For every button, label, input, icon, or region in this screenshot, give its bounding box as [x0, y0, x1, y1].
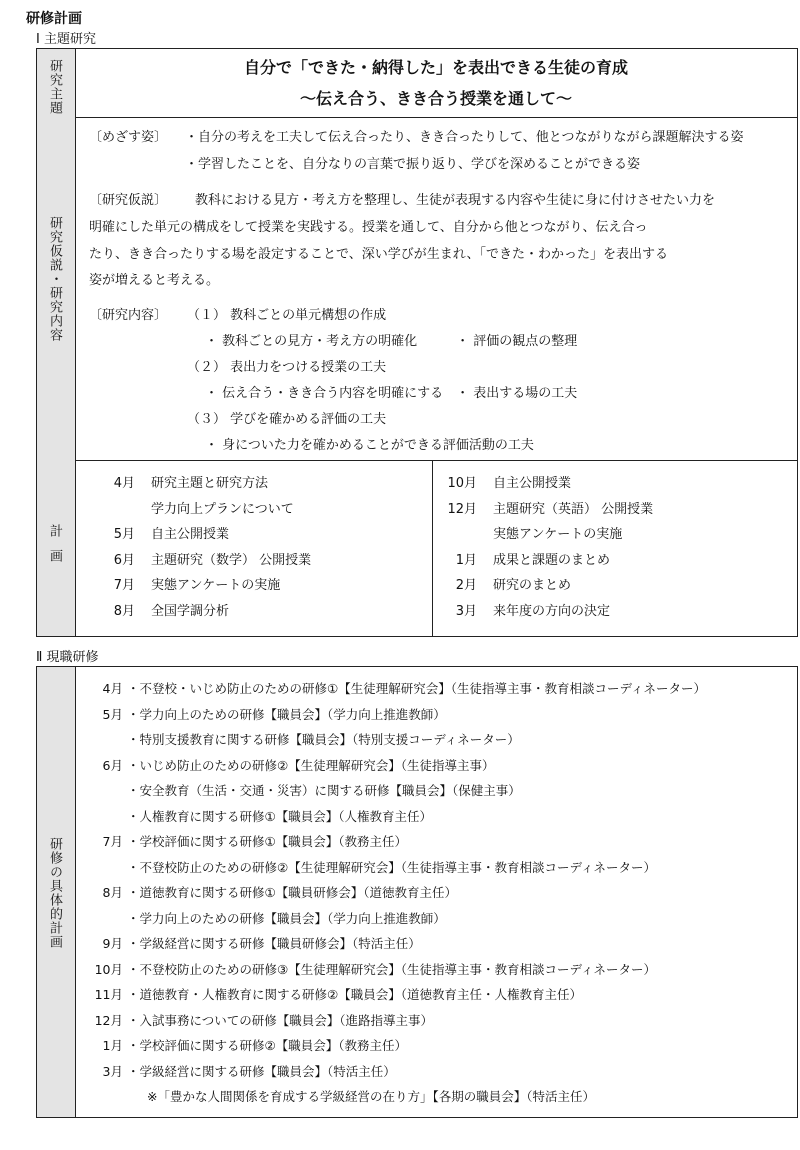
plan-row — [77, 498, 427, 524]
training-row — [77, 679, 795, 705]
content-item: ・ 身についた力を確かめることができる評価活動の工夫 — [205, 438, 534, 453]
plan-item: 自主公開授業 — [493, 476, 572, 491]
training-item: ・不登校・いじめ防止のための研修①【生徒理解研究会】（生徒指導主事・教育相談コーディネーター） — [127, 681, 706, 696]
plan-item: 全国学調分析 — [151, 603, 230, 619]
plan-row — [435, 472, 795, 498]
training-note: ※「豊かな人間関係を育成する学級経営の在り方」【各期の職員会】（特活主任） — [147, 1089, 595, 1104]
plan-item: 実態アンケートの実施 — [493, 527, 623, 542]
training-row — [77, 1011, 795, 1037]
hypothesis-line: 明確にした単元の構成をして授業を実践する。授業を通して、自分から他とつながり、伝え合っ — [89, 220, 648, 235]
training-month: 8月 — [102, 885, 123, 900]
plan-right-list — [435, 472, 795, 625]
training-item: ・学級経営に関する研修【職員研修会】（特活主任） — [127, 936, 421, 951]
training-box — [36, 666, 798, 1118]
training-item: ・安全教育（生活・交通・災害）に関する研修【職員会】（保健主事） — [127, 783, 521, 798]
training-row — [77, 781, 795, 807]
plan-row — [77, 574, 427, 600]
training-row — [77, 756, 795, 782]
training-row — [77, 1087, 795, 1113]
training-month: 7月 — [102, 834, 123, 849]
training-item: ・いじめ防止のための研修②【生徒理解研究会】（生徒指導主事） — [127, 757, 495, 773]
content-label: 〔研究内容〕 — [89, 308, 168, 323]
goal-item: ・自分の考えを工夫して伝え合ったり、きき合ったりして、他とつながりながら課題解決する姿 — [185, 130, 744, 145]
training-month: 5月 — [102, 706, 123, 722]
training-item: ・学校評価に関する研修①【職員会】（教務主任） — [127, 834, 407, 849]
research-label-cell — [37, 116, 76, 460]
training-row — [77, 909, 795, 935]
training-row — [77, 705, 795, 731]
plan-item: 主題研究（英語） 公開授業 — [493, 501, 654, 517]
training-row — [77, 883, 795, 909]
plan-month: 8月 — [113, 603, 135, 619]
research-box — [36, 116, 798, 461]
content-heading: （３） 学びを確かめる評価の工夫 — [187, 412, 387, 427]
theme-box — [36, 48, 798, 118]
document-title: 研修計画 — [26, 11, 82, 27]
theme-label-cell — [37, 49, 76, 117]
training-month: 4月 — [102, 681, 123, 696]
plan-month: 12月 — [447, 501, 477, 517]
plan-row — [435, 549, 795, 575]
plan-row — [77, 523, 427, 549]
plan-box — [36, 460, 798, 637]
training-month: 1月 — [102, 1038, 123, 1053]
plan-item: 自主公開授業 — [151, 527, 230, 542]
content-item: ・ 教科ごとの見方・考え方の明確化 ・ 評価の観点の整理 — [205, 334, 578, 349]
plan-row — [77, 600, 427, 626]
goal-label: 〔めざす姿〕 — [89, 130, 168, 145]
training-month: 12月 — [94, 1012, 123, 1028]
plan-item: 研究主題と研究方法 — [151, 476, 269, 491]
theme-line-2: ～伝え合う、きき合う授業を通して～ — [299, 89, 572, 108]
plan-left-list — [77, 472, 427, 625]
training-label: 研修の具体的計画 — [47, 837, 62, 949]
training-item: ・不登校防止のための研修③【生徒理解研究会】（生徒指導主事・教育相談コーディネーター） — [127, 961, 656, 977]
training-row — [77, 1062, 795, 1088]
training-row — [77, 730, 795, 756]
training-month: 6月 — [102, 757, 123, 773]
plan-month: 1月 — [455, 552, 477, 568]
content-item: ・ 伝え合う・きき合う内容を明確にする ・ 表出する場の工夫 — [205, 386, 578, 401]
plan-item: 実態アンケートの実施 — [151, 578, 281, 593]
plan-item: 成果と課題のまとめ — [493, 552, 611, 568]
plan-month: 5月 — [113, 527, 135, 542]
plan-row — [435, 523, 795, 549]
training-row — [77, 807, 795, 833]
plan-month: 10月 — [447, 476, 477, 491]
training-item: ・学校評価に関する研修②【職員会】（教務主任） — [127, 1038, 407, 1053]
training-month: 11月 — [94, 987, 123, 1002]
training-item: ・入試事務についての研修【職員会】（進路指導主事） — [127, 1012, 434, 1028]
hypothesis-first-line: 教科における見方・考え方を整理し、生徒が表現する内容や生徒に身に付けさせたい力を — [195, 193, 716, 208]
plan-label: 計画 — [47, 524, 62, 574]
plan-item: 来年度の方向の決定 — [493, 603, 611, 619]
training-row — [77, 858, 795, 884]
section-1-title: Ⅰ 主題研究 — [36, 32, 96, 47]
plan-row — [435, 600, 795, 626]
theme-content — [76, 55, 796, 109]
training-month: 9月 — [102, 936, 123, 951]
training-row — [77, 1036, 795, 1062]
goal-item: ・学習したことを、自分なりの言葉で振り返り、学びを深めることができる姿 — [185, 157, 641, 172]
plan-row — [77, 472, 427, 498]
theme-label: 研究主題 — [47, 59, 62, 115]
plan-divider — [432, 460, 433, 636]
training-item: ・学力向上のための研修【職員会】（学力向上推進教師） — [127, 706, 446, 722]
training-month: 10月 — [94, 961, 123, 977]
hypothesis-line: 姿が増えると考える。 — [89, 273, 220, 288]
plan-row — [435, 574, 795, 600]
plan-label-cell — [37, 460, 76, 636]
plan-row — [77, 549, 427, 575]
training-item: ・特別支援教育に関する研修【職員会】（特別支援コーディネーター） — [127, 732, 520, 747]
training-row — [77, 960, 795, 986]
plan-month: 3月 — [455, 603, 477, 619]
training-item: ・学力向上のための研修【職員会】（学力向上推進教師） — [127, 910, 446, 926]
research-label: 研究仮説・研究内容 — [47, 216, 62, 342]
training-row — [77, 985, 795, 1011]
plan-month: 7月 — [113, 578, 135, 593]
plan-item: 学力向上プランについて — [151, 501, 294, 517]
content-heading: （１） 教科ごとの単元構想の作成 — [187, 308, 387, 323]
training-list — [77, 679, 795, 1113]
theme-line-1: 自分で「できた・納得した」を表出できる生徒の育成 — [243, 58, 628, 77]
plan-item: 主題研究（数学） 公開授業 — [151, 552, 312, 568]
section-2-title: Ⅱ 現職研修 — [36, 650, 99, 665]
hypothesis-label: 〔研究仮説〕 — [89, 193, 168, 208]
hypothesis-line: たり、きき合ったりする場を設定することで、深い学びが生まれ、「できた・わかった」を表出する — [89, 247, 669, 262]
plan-month: 4月 — [113, 476, 135, 491]
training-row — [77, 832, 795, 858]
training-item: ・不登校防止のための研修②【生徒理解研究会】（生徒指導主事・教育相談コーディネーター） — [127, 859, 656, 875]
training-item: ・道徳教育に関する研修①【職員研修会】（道徳教育主任） — [127, 885, 457, 900]
training-item: ・学級経営に関する研修【職員会】（特活主任） — [127, 1063, 396, 1079]
training-row — [77, 934, 795, 960]
training-item: ・道徳教育・人権教育に関する研修②【職員会】（道徳教育主任・人権教育主任） — [127, 987, 582, 1002]
content-heading: （２） 表出力をつける授業の工夫 — [187, 360, 387, 375]
training-item: ・人権教育に関する研修①【職員会】（人権教育主任） — [127, 808, 432, 824]
plan-month: 6月 — [113, 552, 135, 568]
plan-item: 研究のまとめ — [493, 578, 572, 593]
plan-month: 2月 — [455, 578, 477, 593]
training-label-cell — [37, 667, 76, 1117]
plan-row — [435, 498, 795, 524]
training-month: 3月 — [102, 1063, 123, 1079]
